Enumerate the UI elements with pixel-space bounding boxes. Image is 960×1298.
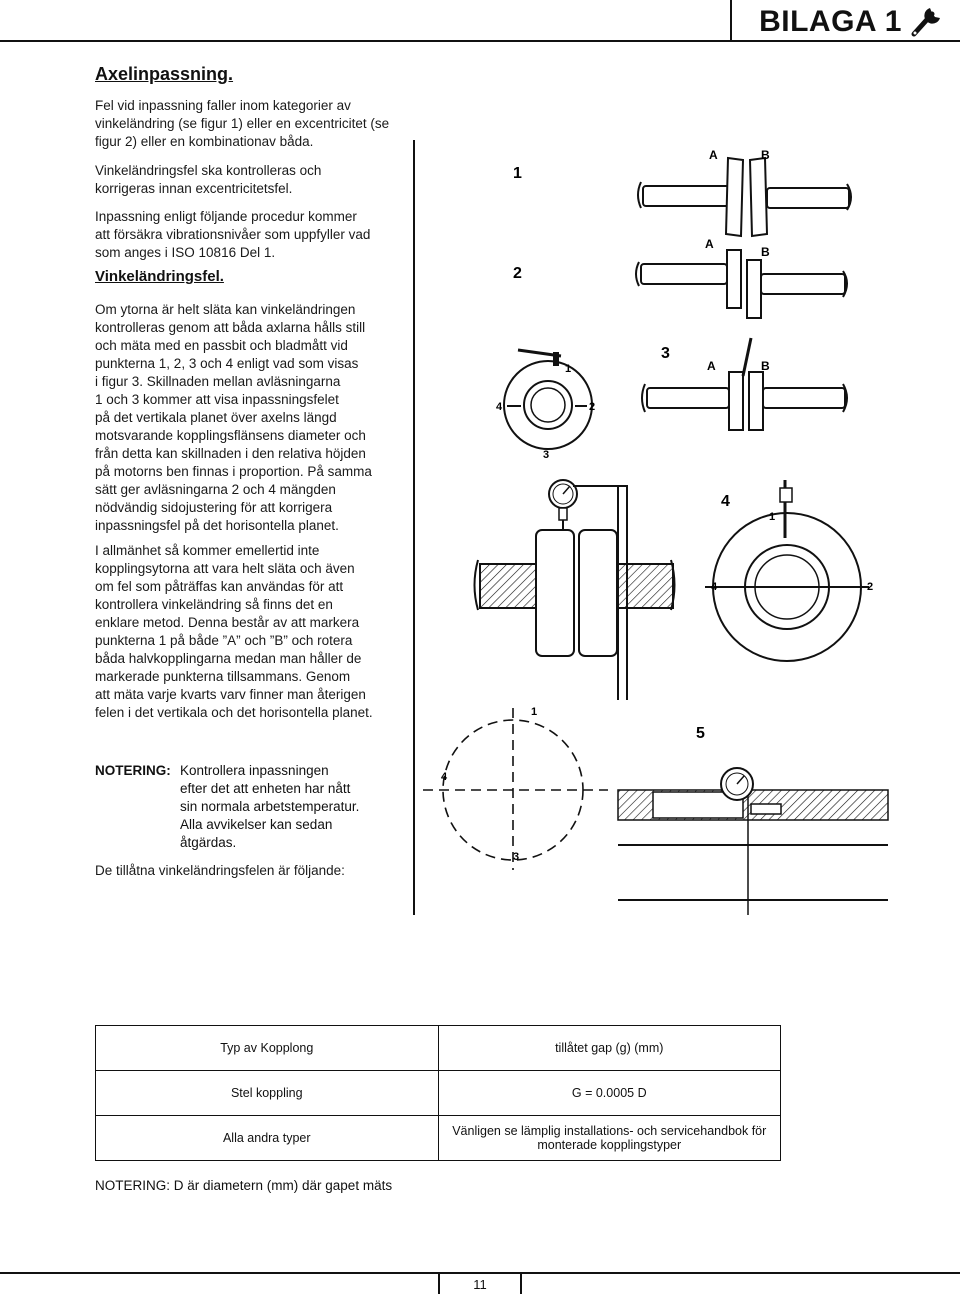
allowed-gap-table — [95, 1025, 781, 1161]
table-cell: G = 0.0005 D — [438, 1071, 781, 1116]
figure-4-end-view — [705, 480, 873, 661]
text-line: på det vertikala planet över axelns längd — [95, 410, 337, 425]
text-line: att mäta varje kvarts varv finner man återigen — [95, 687, 366, 702]
label-b: B — [761, 148, 770, 162]
page-number: 11 — [438, 1272, 522, 1294]
point-label-1: 1 — [565, 363, 572, 375]
paragraph-intro — [95, 97, 389, 151]
text-line: markerade punkterna tillsammans. Genom — [95, 669, 351, 684]
fig-number-2: 2 — [513, 265, 522, 282]
text-line: sin normala arbetstemperatur. — [180, 799, 360, 814]
text-line: korrigeras innan excentricitetsfel. — [95, 181, 293, 196]
label-a: A — [705, 237, 714, 251]
text-line: Om ytorna är helt släta kan vinkeländringen — [95, 302, 356, 317]
table-header-gap: tillåtet gap (g) (mm) — [438, 1026, 781, 1071]
text-line: i figur 3. Skillnaden mellan avläsningarna — [95, 374, 341, 389]
point-label-4: 4 — [441, 771, 448, 783]
table-row — [96, 1026, 781, 1071]
table-cell: Alla andra typer — [96, 1116, 439, 1161]
point-label-1: 1 — [769, 511, 776, 523]
text-line: om fel som påträffas kan användas för att — [95, 579, 344, 594]
label-b: B — [761, 245, 770, 259]
point-label-3: 3 — [513, 851, 520, 863]
text-line: punkterna 1, 2, 3 och 4 enligt vad som visas — [95, 356, 359, 371]
header-tab — [730, 0, 960, 42]
figure-1-angular — [513, 148, 851, 236]
label-a: A — [709, 148, 718, 162]
text-line: att försäkra vibrationsnivåer som uppfyller vad — [95, 227, 371, 242]
text-line: punkterna 1 på både ”A” och ”B” och rotera — [95, 633, 353, 648]
text-line: Alla avvikelser kan sedan — [180, 817, 333, 832]
text-line: på motorns ben finnas i proportion. På samma — [95, 464, 372, 479]
table-header-type: Typ av Kopplong — [96, 1026, 439, 1071]
text-line: och mäta med en passbit och bladmått vid — [95, 338, 348, 353]
table-intro: De tillåtna vinkeländringsfelen är följande: — [95, 863, 345, 878]
fig-number-3: 3 — [661, 345, 670, 362]
paragraph-measurement — [95, 301, 372, 535]
text-line: som anges i ISO 10816 Del 1. — [95, 245, 276, 260]
paragraph-method — [95, 542, 373, 722]
alignment-figure — [413, 140, 960, 915]
text-line: nödvändig sidojustering för att korrigera — [95, 500, 333, 515]
figure-5-dial — [423, 706, 888, 915]
text-line: vinkeländring (se figur 1) eller en excentricitet (se — [95, 116, 390, 131]
point-label-1: 1 — [531, 706, 538, 718]
text-line: I allmänhet så kommer emellertid inte — [95, 543, 320, 558]
point-label-4: 4 — [711, 581, 718, 593]
text-line: felen i det vertikala och det horisontella planet. — [95, 705, 373, 720]
appendix-title: BILAGA 1 — [759, 5, 902, 38]
text-line: enklare metod. Denna består av att markera — [95, 615, 360, 630]
text-line: från detta kan skillnaden i den relativa höjden — [95, 446, 366, 461]
dial-indicator-side — [475, 480, 675, 700]
text-line: sätt ger avläsningarna 2 och 4 mängden — [95, 482, 336, 497]
text-line: figur 2) eller en kombinationav båda. — [95, 134, 314, 149]
text-line: kopplingsytorna att vara helt släta och även — [95, 561, 355, 576]
point-label-4: 4 — [496, 401, 503, 413]
point-label-2: 2 — [867, 581, 874, 593]
fig-number-5: 5 — [696, 725, 705, 742]
paragraph-procedure — [95, 208, 370, 262]
text-line: Vinkeländringsfel ska kontrolleras och — [95, 163, 322, 178]
text-line: kontrolleras genom att båda axlarna hålls still — [95, 320, 366, 335]
figure-3-feeler — [642, 338, 847, 430]
text-line: Kontrollera inpassningen — [180, 763, 329, 778]
paragraph-order — [95, 162, 321, 198]
text-line: kontrollera vinkeländring så finns det en — [95, 597, 333, 612]
text-line: inpassningsfel på det horisontella planet. — [95, 518, 339, 533]
text-line: 1 och 3 kommer att visa inpassningsfelet — [95, 392, 339, 407]
point-label-3: 3 — [543, 449, 550, 461]
label-a: A — [707, 359, 716, 373]
figure-2-eccentric — [513, 237, 847, 318]
text-line: Fel vid inpassning faller inom kategorier av — [95, 98, 351, 113]
table-cell: Stel koppling — [96, 1071, 439, 1116]
text-line: båda halvkopplingarna medan man håller de — [95, 651, 362, 666]
fig-number-4: 4 — [721, 493, 730, 510]
text-line: efter det att enheten har nått — [180, 781, 351, 796]
label-b: B — [761, 359, 770, 373]
table-footnote: NOTERING: D är diametern (mm) där gapet mäts — [95, 1178, 393, 1193]
table-row — [96, 1071, 781, 1116]
section-heading-axelinpassning: Axelinpassning. — [95, 64, 234, 84]
table-cell: Vänligen se lämplig installations- och servicehandbok för monterade kopplingstyper — [438, 1116, 781, 1161]
text-line: motsvarande kopplingsflänsens diameter och — [95, 428, 366, 443]
fig-number-1: 1 — [513, 165, 522, 182]
table-row — [96, 1116, 781, 1161]
text-line: Inpassning enligt följande procedur kommer — [95, 209, 357, 224]
point-label-2: 2 — [589, 401, 596, 413]
text-line: åtgärdas. — [180, 835, 237, 850]
end-view-small — [496, 350, 595, 461]
section-heading-vinkelandringsfel: Vinkeländringsfel. — [95, 268, 224, 285]
wrench-icon — [908, 2, 948, 38]
note-label: NOTERING: — [95, 763, 171, 778]
